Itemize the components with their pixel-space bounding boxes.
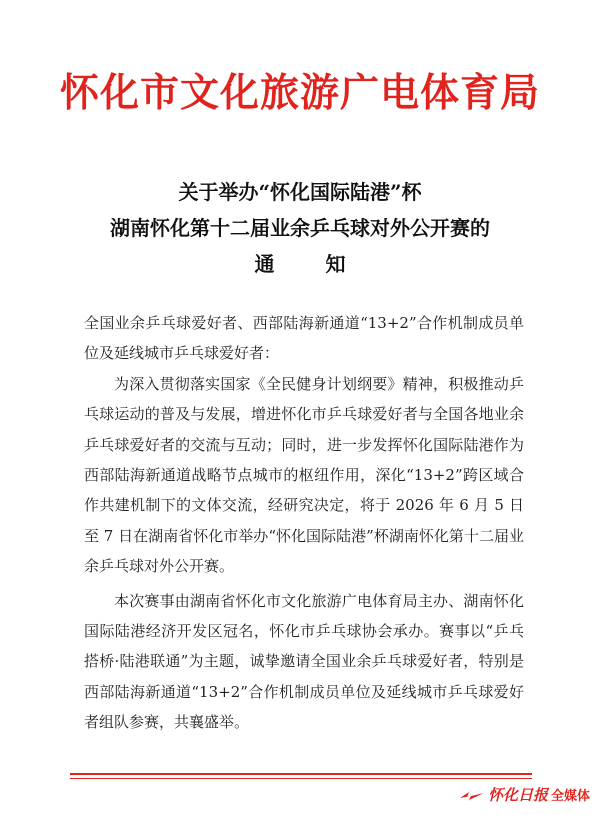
body-paragraph-2: 本次赛事由湖南省怀化市文化旅游广电体育局主办、湖南怀化国际陆港经济开发区冠名，怀化市乒乓球协会承办。赛事以“乒乓搭桥·陆港联通”为主题，诚挚邀请全国业余乒乓球爱好者，特别是西部陆海新通道“13+2”合作机制成员单位及延线城市乒乓球爱好者组队参赛，共襄盛举。 [84,591,524,732]
title-line-3: 通 知 [254,252,368,276]
huaihua-daily-logo-icon [459,788,485,802]
notice-title [0,174,600,282]
salutation: 全国业余乒乓球爱好者、西部陆海新通道“13+2”合作机制成员单位及延线城市乒乓球爱好者： [84,314,524,363]
issuing-authority-header: 怀化市文化旅游广电体育局 [59,71,540,116]
watermark-sub: 全媒体 [550,789,590,804]
body-paragraph-1: 为深入贯彻落实国家《全民健身计划纲要》精神，积极推动乒乓球运动的普及与发展，增进怀化市乒乓球爱好者与全国各地业余乒乓球爱好者的交流与互动；同时，进一步发挥怀化国际陆港作为西部陆海新通道战略节点城市的枢纽作用，深化“13+2”跨区域合作共建机制下的文体交流，经研究决定，将于 2026 年 6 月 5 日至 7 日在湖南省怀化市举办“怀化国际陆港”杯湖南怀化第十二届业余乒乓球对外公开赛。 [84,374,524,576]
title-line-2: 湖南怀化第十二届业余乒乓球对外公开赛的 [110,216,490,240]
notice-body [84,308,524,738]
footer-divider [70,773,532,775]
title-line-1: 关于举办“怀化国际陆港”杯 [178,180,422,204]
media-watermark [459,784,590,805]
footer-divider-thin [70,778,532,779]
watermark-brand: 怀化日报 [487,786,548,804]
